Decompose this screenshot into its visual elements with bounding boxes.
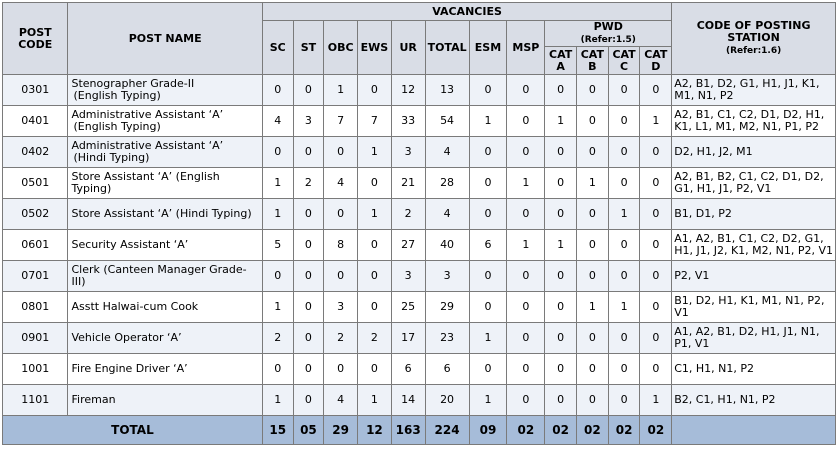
cat-a-cell: 1: [545, 106, 577, 137]
posting-station-cell: A2, B1, D2, G1, H1, J1, K1, M1, N1, P2: [672, 75, 836, 106]
obc-cell: 0: [324, 354, 358, 385]
cat-b-cell: 0: [577, 106, 609, 137]
cat-d-cell: 0: [640, 292, 672, 323]
cat-b-cell: 0: [577, 75, 609, 106]
cat-b-cell: 1: [577, 168, 609, 199]
total-cell: 23: [425, 323, 469, 354]
post-code-cell: 1101: [3, 385, 68, 416]
esm-cell: 0: [469, 75, 507, 106]
cat-b-cell: 0: [577, 230, 609, 261]
ur-cell: 12: [391, 75, 425, 106]
post-code-cell: 0601: [3, 230, 68, 261]
esm-cell: 0: [469, 292, 507, 323]
ur-cell: 14: [391, 385, 425, 416]
posting-station-cell: A2, B1, B2, C1, C2, D1, D2, G1, H1, J1, P2, V1: [672, 168, 836, 199]
ews-header: EWS: [358, 21, 392, 75]
msp-cell: 0: [507, 385, 545, 416]
ur-cell: 3: [391, 261, 425, 292]
post-name-cell: Store Assistant ‘A’ (English Typing): [68, 168, 262, 199]
ews-cell: 0: [358, 261, 392, 292]
msp-cell: 1: [507, 168, 545, 199]
total-cat-b: 02: [577, 416, 609, 445]
cat-b-header: CAT B: [577, 47, 609, 75]
post-name-cell: Fireman: [68, 385, 262, 416]
cat-b-cell: 0: [577, 199, 609, 230]
st-cell: 3: [293, 106, 324, 137]
cat-a-cell: 0: [545, 168, 577, 199]
obc-header: OBC: [324, 21, 358, 75]
msp-cell: 0: [507, 199, 545, 230]
post-name-cell: Fire Engine Driver ‘A’: [68, 354, 262, 385]
posting-station-cell: B1, D2, H1, K1, M1, N1, P2, V1: [672, 292, 836, 323]
posting-station-cell: A1, A2, B1, D2, H1, J1, N1, P1, V1: [672, 323, 836, 354]
st-cell: 0: [293, 199, 324, 230]
posting-station-header: CODE OF POSTING STATION (Refer:1.6): [672, 3, 836, 75]
cat-a-cell: 0: [545, 75, 577, 106]
post-code-cell: 0301: [3, 75, 68, 106]
table-row: [3, 106, 836, 137]
esm-cell: 1: [469, 106, 507, 137]
st-cell: 0: [293, 75, 324, 106]
posting-station-cell: A1, A2, B1, C1, C2, D2, G1, H1, J1, J2, K1, M2, N1, P2, V1: [672, 230, 836, 261]
cat-d-cell: 1: [640, 385, 672, 416]
posting-station-cell: P2, V1: [672, 261, 836, 292]
sc-cell: 0: [262, 137, 293, 168]
sc-cell: 0: [262, 75, 293, 106]
cat-c-cell: 0: [608, 168, 640, 199]
cat-c-cell: 1: [608, 292, 640, 323]
total-cat-a: 02: [545, 416, 577, 445]
ur-cell: 6: [391, 354, 425, 385]
cat-d-cell: 0: [640, 199, 672, 230]
table-row: [3, 137, 836, 168]
post-name-cell: Asstt Halwai-cum Cook: [68, 292, 262, 323]
cat-c-header: CAT C: [608, 47, 640, 75]
ur-cell: 17: [391, 323, 425, 354]
cat-a-cell: 0: [545, 354, 577, 385]
post-code-header: POST CODE: [3, 3, 68, 75]
post-name-cell: Stenographer Grade-II (English Typing): [68, 75, 262, 106]
table-row: [3, 75, 836, 106]
obc-cell: 1: [324, 75, 358, 106]
posting-station-cell: B2, C1, H1, N1, P2: [672, 385, 836, 416]
ews-cell: 0: [358, 75, 392, 106]
ews-cell: 0: [358, 230, 392, 261]
sc-cell: 0: [262, 354, 293, 385]
msp-cell: 0: [507, 106, 545, 137]
total-msp: 02: [507, 416, 545, 445]
table-row: [3, 323, 836, 354]
msp-cell: 0: [507, 323, 545, 354]
msp-cell: 0: [507, 75, 545, 106]
cat-d-cell: 0: [640, 168, 672, 199]
posting-station-cell: D2, H1, J2, M1: [672, 137, 836, 168]
obc-cell: 4: [324, 385, 358, 416]
sc-cell: 0: [262, 261, 293, 292]
ews-cell: 2: [358, 323, 392, 354]
post-code-cell: 0402: [3, 137, 68, 168]
total-esm: 09: [469, 416, 507, 445]
total-cell: 20: [425, 385, 469, 416]
total-cat-d: 02: [640, 416, 672, 445]
posting-station-cell: B1, D1, P2: [672, 199, 836, 230]
post-code-cell: 1001: [3, 354, 68, 385]
cat-b-cell: 0: [577, 385, 609, 416]
total-cell: 54: [425, 106, 469, 137]
cat-c-cell: 0: [608, 323, 640, 354]
vacancy-table: [2, 2, 836, 445]
st-cell: 0: [293, 230, 324, 261]
cat-d-cell: 0: [640, 137, 672, 168]
cat-a-cell: 0: [545, 199, 577, 230]
cat-b-cell: 1: [577, 292, 609, 323]
obc-cell: 3: [324, 292, 358, 323]
obc-cell: 7: [324, 106, 358, 137]
sc-cell: 1: [262, 168, 293, 199]
total-ur: 163: [391, 416, 425, 445]
total-header: TOTAL: [425, 21, 469, 75]
total-obc: 29: [324, 416, 358, 445]
table-row: [3, 199, 836, 230]
esm-cell: 0: [469, 199, 507, 230]
st-header: ST: [293, 21, 324, 75]
cat-c-cell: 0: [608, 261, 640, 292]
st-cell: 0: [293, 385, 324, 416]
cat-b-cell: 0: [577, 137, 609, 168]
esm-cell: 1: [469, 385, 507, 416]
total-cell: 4: [425, 199, 469, 230]
obc-cell: 0: [324, 137, 358, 168]
post-code-cell: 0801: [3, 292, 68, 323]
cat-a-cell: 1: [545, 230, 577, 261]
cat-d-cell: 0: [640, 75, 672, 106]
esm-header: ESM: [469, 21, 507, 75]
post-name-header: POST NAME: [68, 3, 262, 75]
esm-cell: 6: [469, 230, 507, 261]
cat-a-cell: 0: [545, 385, 577, 416]
esm-cell: 0: [469, 168, 507, 199]
cat-c-cell: 0: [608, 75, 640, 106]
table-row: [3, 230, 836, 261]
total-cell: 29: [425, 292, 469, 323]
posting-station-cell: A2, B1, C1, C2, D1, D2, H1, K1, L1, M1, M2, N1, P1, P2: [672, 106, 836, 137]
total-ews: 12: [358, 416, 392, 445]
total-cell: 6: [425, 354, 469, 385]
ur-header: UR: [391, 21, 425, 75]
st-cell: 0: [293, 292, 324, 323]
post-code-cell: 0901: [3, 323, 68, 354]
ews-cell: 1: [358, 137, 392, 168]
sc-cell: 5: [262, 230, 293, 261]
obc-cell: 0: [324, 261, 358, 292]
cat-d-cell: 0: [640, 323, 672, 354]
ews-cell: 0: [358, 292, 392, 323]
total-sc: 15: [262, 416, 293, 445]
total-row: [3, 416, 836, 445]
obc-cell: 2: [324, 323, 358, 354]
st-cell: 0: [293, 323, 324, 354]
sc-header: SC: [262, 21, 293, 75]
obc-cell: 8: [324, 230, 358, 261]
post-name-cell: Vehicle Operator ‘A’: [68, 323, 262, 354]
cat-c-cell: 1: [608, 199, 640, 230]
ews-cell: 1: [358, 199, 392, 230]
cat-a-cell: 0: [545, 137, 577, 168]
cat-c-cell: 0: [608, 230, 640, 261]
esm-cell: 0: [469, 354, 507, 385]
cat-c-cell: 0: [608, 106, 640, 137]
msp-cell: 0: [507, 292, 545, 323]
post-name-cell: Store Assistant ‘A’ (Hindi Typing): [68, 199, 262, 230]
post-code-cell: 0502: [3, 199, 68, 230]
st-cell: 2: [293, 168, 324, 199]
cat-d-header: CAT D: [640, 47, 672, 75]
total-total: 224: [425, 416, 469, 445]
vacancies-header: VACANCIES: [262, 3, 671, 21]
ur-cell: 2: [391, 199, 425, 230]
ur-cell: 21: [391, 168, 425, 199]
sc-cell: 1: [262, 199, 293, 230]
ur-cell: 33: [391, 106, 425, 137]
cat-a-header: CAT A: [545, 47, 577, 75]
msp-cell: 0: [507, 261, 545, 292]
sc-cell: 4: [262, 106, 293, 137]
total-cat-c: 02: [608, 416, 640, 445]
ews-cell: 1: [358, 385, 392, 416]
cat-a-cell: 0: [545, 292, 577, 323]
table-row: [3, 292, 836, 323]
total-cell: 13: [425, 75, 469, 106]
ews-cell: 0: [358, 354, 392, 385]
total-st: 05: [293, 416, 324, 445]
total-label: TOTAL: [3, 416, 263, 445]
cat-b-cell: 0: [577, 323, 609, 354]
cat-d-cell: 0: [640, 230, 672, 261]
total-station: [672, 416, 836, 445]
cat-c-cell: 0: [608, 385, 640, 416]
msp-cell: 1: [507, 230, 545, 261]
pwd-header: PWD (Refer:1.5): [545, 21, 672, 47]
st-cell: 0: [293, 261, 324, 292]
st-cell: 0: [293, 137, 324, 168]
post-name-cell: Administrative Assistant ‘A’ (Hindi Typing): [68, 137, 262, 168]
ews-cell: 0: [358, 168, 392, 199]
ur-cell: 25: [391, 292, 425, 323]
total-cell: 3: [425, 261, 469, 292]
ews-cell: 7: [358, 106, 392, 137]
post-name-cell: Clerk (Canteen Manager Grade-III): [68, 261, 262, 292]
table-row: [3, 168, 836, 199]
esm-cell: 1: [469, 323, 507, 354]
cat-a-cell: 0: [545, 261, 577, 292]
obc-cell: 0: [324, 199, 358, 230]
sc-cell: 1: [262, 385, 293, 416]
msp-cell: 0: [507, 354, 545, 385]
post-code-cell: 0501: [3, 168, 68, 199]
cat-b-cell: 0: [577, 261, 609, 292]
table-row: [3, 385, 836, 416]
sc-cell: 1: [262, 292, 293, 323]
posting-station-cell: C1, H1, N1, P2: [672, 354, 836, 385]
cat-d-cell: 0: [640, 354, 672, 385]
sc-cell: 2: [262, 323, 293, 354]
esm-cell: 0: [469, 261, 507, 292]
post-name-cell: Security Assistant ‘A’: [68, 230, 262, 261]
post-name-cell: Administrative Assistant ‘A’ (English Typing): [68, 106, 262, 137]
ur-cell: 27: [391, 230, 425, 261]
esm-cell: 0: [469, 137, 507, 168]
cat-a-cell: 0: [545, 323, 577, 354]
st-cell: 0: [293, 354, 324, 385]
cat-d-cell: 0: [640, 261, 672, 292]
total-cell: 4: [425, 137, 469, 168]
obc-cell: 4: [324, 168, 358, 199]
table-row: [3, 261, 836, 292]
cat-c-cell: 0: [608, 354, 640, 385]
msp-header: MSP: [507, 21, 545, 75]
total-cell: 28: [425, 168, 469, 199]
cat-c-cell: 0: [608, 137, 640, 168]
ur-cell: 3: [391, 137, 425, 168]
post-code-cell: 0701: [3, 261, 68, 292]
post-code-cell: 0401: [3, 106, 68, 137]
table-row: [3, 354, 836, 385]
total-cell: 40: [425, 230, 469, 261]
msp-cell: 0: [507, 137, 545, 168]
cat-b-cell: 0: [577, 354, 609, 385]
cat-d-cell: 1: [640, 106, 672, 137]
